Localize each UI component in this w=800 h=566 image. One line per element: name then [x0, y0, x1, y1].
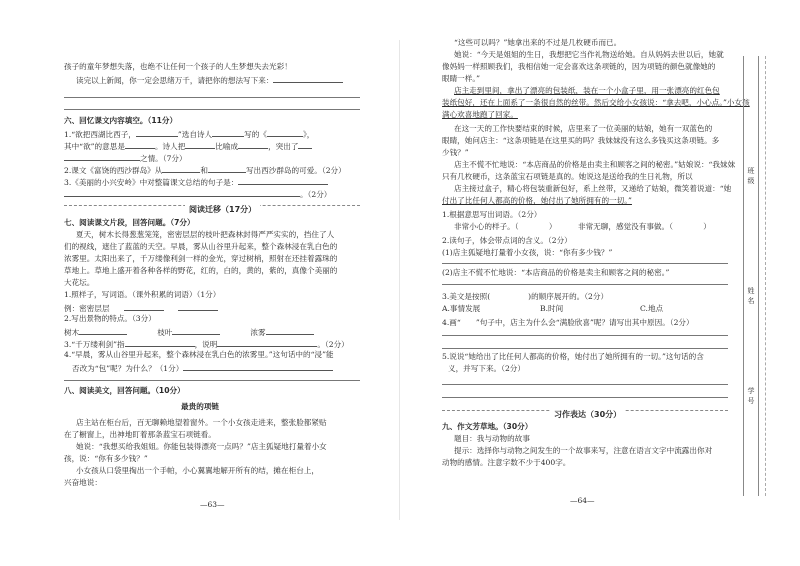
answer-line[interactable] [442, 348, 728, 349]
s7-q1: 1.照样子，写词语。（课外积累的词语）（1分） [64, 290, 221, 299]
section-8-title: 八、阅读美文，回答问题。（10分） [64, 386, 185, 395]
story-line: 店主接过盒子，精心将包装重新包好，系上丝带，又递给了姑娘，微笑着说道：“她 [454, 184, 732, 193]
passage-line: 大花坛。 [64, 278, 95, 287]
reading-transfer-title: 阅读迁移（17分） [185, 204, 260, 215]
blank[interactable] [125, 338, 195, 347]
story-line: 眼睛，她问店主：“这条项链是在这里买的吗？我妹妹没有这么多钱买这条项链。多 [442, 136, 720, 145]
underlined-sentence: 付出了比任何人都高的价格，她付出了她所拥有的一切。” [442, 196, 632, 205]
blank[interactable] [208, 164, 246, 173]
s6-q3: 3.《美丽的小兴安岭》中对整篇课文总结的句子是： [64, 176, 328, 188]
q2-1: (1)店主狐疑地打量着小女孩，说：“你有多少钱？” [442, 248, 613, 257]
blank[interactable] [172, 326, 220, 335]
story-line: 像妈妈一样照顾我们，我相信她一定会喜欢这条项链的，因为项链的颜色就像她的 [442, 62, 716, 71]
story-line: 少钱？” [442, 148, 469, 157]
q2-2: (2)店主不慌不忙地说：“本店商品的价格是卖主和顾客之间的秘密。” [442, 268, 670, 277]
passage-line: 浓雾里。太阳出来了，千万缕像利剑一样的金光，穿过树梢，照射在还挂着露珠的 [64, 254, 338, 263]
q5: 5.说说“她给出了比任何人都高的价格，她付出了她所拥有的一切。”这句话的含 [442, 352, 704, 361]
blank[interactable] [162, 164, 200, 173]
q3-option-c[interactable]: C.地点 [640, 304, 664, 313]
s6-q1-line1: 1.“欲把西湖比西子， ”选自诗人 写的《 》， [64, 130, 315, 139]
blank[interactable] [124, 302, 164, 311]
blank[interactable] [238, 176, 328, 185]
story-line: 在了橱窗上，出神地盯着那条蓝宝石项链看。 [64, 430, 216, 439]
answer-line[interactable] [442, 384, 728, 385]
passage-line: 夏天，树木长得葱葱笼笼，密密层层的枝叶把森林封得严严实实的，挡住了人 [76, 230, 335, 239]
page-64 [400, 0, 750, 566]
blank[interactable] [185, 140, 215, 149]
blank[interactable] [238, 140, 268, 149]
binding-strip [743, 56, 759, 496]
s6-q2: 2.课文《富饶的西沙群岛》从 和 写出西沙群岛的可爱。（2分） [64, 166, 346, 175]
story-line: “这些可以吗？”她拿出来的不过是几枚硬币而已。 [454, 38, 622, 47]
essay-hint: 提示：选择你与动物之间发生的一个故事来写，注意在语言文字中流露出你对 [454, 446, 713, 455]
section-9-title: 九、作文芳草地。（30分） [442, 422, 533, 431]
story-line: 小女孩从口袋里掏出一个手帕，小心翼翼地解开所有的结，摊在柜台上， [76, 466, 319, 475]
answer-line[interactable] [442, 335, 728, 336]
story-line: 只有几枚硬币，这条蓝宝石项链是真的。她说这是送给我的生日礼物，所以 [442, 172, 693, 181]
story-line: 眼睛一样。” [442, 74, 481, 83]
story-line: 孩，说：“你有多少钱？” [64, 454, 148, 463]
blank[interactable] [217, 338, 317, 347]
answer-line[interactable] [442, 263, 728, 264]
blank[interactable] [298, 140, 312, 149]
blank[interactable] [267, 128, 303, 137]
s6-q3-cont: 。（2分） [64, 188, 331, 200]
essay-hint-cont: 动物的感情。注意字数不少于400字。 [442, 458, 571, 467]
story-line: 在这一天的工作快要结束的时候，店里来了一位美丽的姑娘，她有一双蓝色的 [454, 124, 713, 133]
blank[interactable] [183, 362, 333, 371]
id-label: 学号 [747, 387, 755, 405]
passage-line: 草地上。草地上盛开着各种各样的野花，红的，白的，黄的，紫的，真像个美丽的 [64, 266, 338, 275]
story-line: 店主站在柜台后，百无聊赖地望着窗外。一个小女孩走进来，整张脸都紧贴 [76, 418, 327, 427]
underlined-sentence: 满心欢喜地跑了回家。 [442, 110, 518, 119]
story-line: 她说：“今天是姐姐的生日，我想把它当作礼物送给她。自从妈妈去世以后，她就 [454, 50, 724, 59]
intro-line-1: 孩子的童年梦想失落，也绝不让任何一个孩子的人生梦想失去光彩！ [64, 62, 292, 71]
story-title: 最贵的项链 [181, 402, 219, 411]
passage-line: 们的视线，遮住了蓝蓝的天空。早晨，雾从山谷里升起来，整个森林浸在乳白色的 [64, 242, 338, 251]
blank[interactable] [125, 140, 155, 149]
s7-q2-answers: 树木 枝叶 浓雾 [64, 326, 314, 338]
q5-cont: 义，并写下来。（2分） [448, 364, 525, 373]
s7-q4-cont: 否改为“包”呢？为什么？（1分） [72, 362, 333, 374]
binding-line [765, 56, 766, 496]
blank[interactable] [79, 326, 127, 335]
underlined-sentence: 装纸包好，还在上面系了一条很自然的丝带。然后交给小女孩说：“拿去吧，小心点。”小女孩 [442, 98, 750, 107]
answer-line[interactable] [442, 397, 728, 398]
blank[interactable] [212, 128, 244, 137]
s7-q4: 4.“早晨，雾从山谷里升起来，整个森林浸在乳白色的浓雾里。”这句话中的“浸”能 [64, 350, 334, 359]
blank[interactable] [64, 188, 300, 197]
underlined-sentence: 店主走到里间，拿出了漂亮的包装纸，装在一个小盒子里，用一张漂亮的红色包 [454, 86, 720, 95]
blank[interactable] [266, 326, 314, 335]
page-number: —63— [200, 500, 225, 509]
s6-q1-line2: 其中“欲”的意思是 。诗人把 比喻成 ，突出了 [64, 140, 312, 152]
blank[interactable] [178, 302, 218, 311]
q2: 2.读句子，体会带点词的含义。（2分） [442, 236, 572, 245]
essay-topic: 题目：我与动物的故事 [454, 434, 530, 443]
s6-q1-line3: 之情。（7分） [64, 152, 187, 164]
page-number: —64— [570, 496, 595, 505]
q3: 3.美文是按照( )的顺序展开的。（2分） [442, 292, 609, 301]
s7-q2: 2.写出景物的特点。（3分） [64, 314, 156, 323]
section-7-title: 七、阅读课文片段，回答问题。（7分） [64, 218, 195, 227]
q1: 1.根据意思写出词语。（2分） [442, 210, 542, 219]
intro-line-2: 读完以上新闻，你一定会思绪万千，请把你的想法写下来： [76, 74, 343, 86]
story-line: 她说：“我想买给我姐姐。你能包装得漂亮一点吗？”店主狐疑地打量着小女 [76, 442, 327, 451]
story-line: 店主不慌不忙地说：“本店商品的价格是由卖主和顾客之间的秘密。”姑娘说：“我妹妹 [454, 160, 736, 169]
writing-title: 习作表达（30分） [550, 409, 625, 420]
s7-q3: 3.“千万缕利剑”指 ，说明 。（2分） [64, 340, 349, 349]
class-label: 班级 [747, 167, 755, 185]
q3-option-a[interactable]: A.事情发展 [442, 304, 481, 313]
section-6-title: 六、回忆课文内容填空。（11分） [64, 116, 178, 125]
s7-q1-example: 例：密密层层 [64, 302, 218, 314]
q4: 4.画“ ”句子中，店主为什么会“满脸欣喜”呢？请写出其中原因。（2分） [442, 318, 694, 327]
name-label: 姓名 [747, 287, 755, 305]
answer-line[interactable] [64, 380, 360, 381]
blank[interactable] [136, 128, 178, 137]
answer-line[interactable] [64, 109, 360, 110]
answer-line[interactable] [64, 97, 360, 98]
q1-b: 非常无聊，感觉没有事做。（ ） [578, 222, 711, 231]
answer-line[interactable] [442, 284, 728, 285]
blank[interactable] [64, 152, 140, 161]
q1-a: 非常小心的样子。（ ） [454, 222, 557, 231]
q3-option-b[interactable]: B.时间 [540, 304, 564, 313]
story-line: 兴奋地说： [64, 478, 102, 487]
